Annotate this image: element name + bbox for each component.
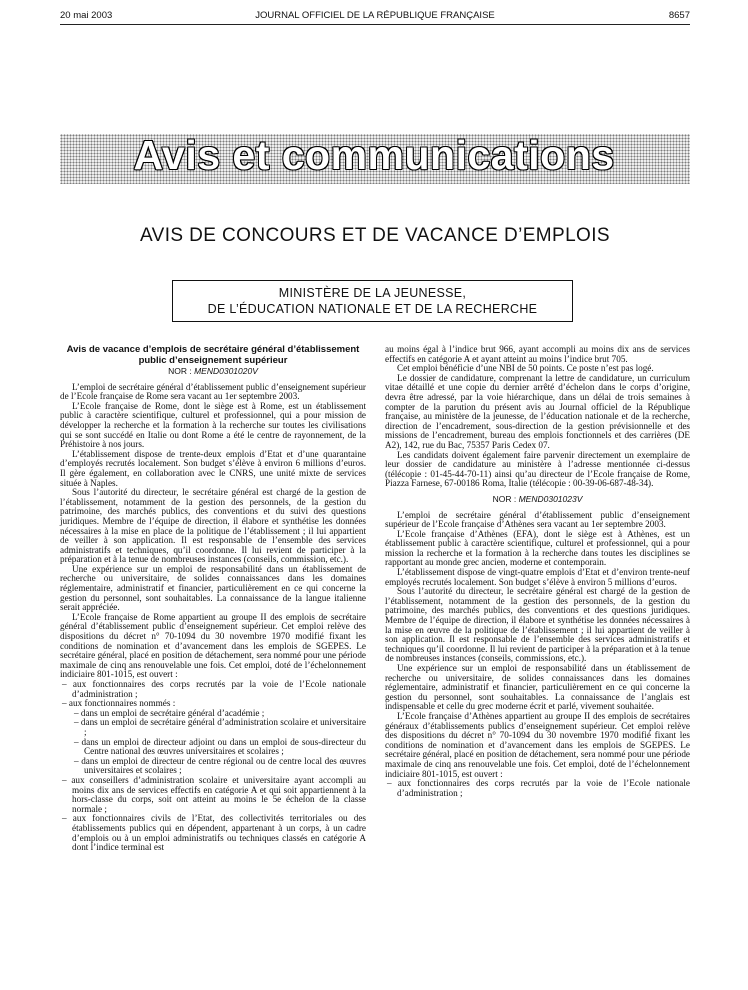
paragraph: L’Ecole française d’Athènes (EFA), dont le siège est à Athènes, est un établissement public à caractère scientifique, culturel et professionnel, qui a pour mission la recherche et la formation à la recherche dans toutes les disciplines se rapportant au monde grec ancien, moderne et contemporain.	[385, 528, 690, 568]
right-column	[385, 345, 690, 798]
list-item: – aux conseillers d’administration scolaire et universitaire ayant accompli au moins dix ans de services effectifs en catégorie A et qui soit appartiennent à la hors-classe du corps, soit ont atteint au moins le 5e échelon de la classe normale ;	[62, 774, 366, 814]
eligibility-list-2	[60, 776, 366, 853]
list-item: – aux fonctionnaires nommés :	[62, 698, 176, 709]
eligibility-sublist	[60, 709, 366, 776]
list-item: – dans un emploi de directeur adjoint ou dans un emploi de sous-directeur du Centre national des œuvres universitaires et scolaires ;	[74, 736, 366, 757]
paragraph-continued: au moins égal à l’indice brut 966, ayant accompli au moins dix ans de services effectifs en catégorie A et ayant atteint au moins l’indice brut 705.	[385, 344, 690, 364]
article-title: Avis de vacance d’emplois de secrétaire général d’établissement public d’enseignement supérieur	[66, 344, 360, 366]
nor-reference: NOR : MEND0301020V	[168, 366, 258, 376]
paragraph: L’Ecole française de Rome, dont le siège est à Rome, est un établissement public à caractère scientifique, culturel et professionnel, qui a pour mission de développer la recherche et la formation à la recherche sur toutes les civilisations qui se sont succédé en Italie ou dont Rome a été le centre de rayonnement, de la Préhistoire à nos jours.	[60, 400, 366, 450]
paragraph: Cet emploi bénéficie d’une NBI de 50 points. Ce poste n’est pas logé.	[397, 363, 654, 374]
paragraph: L’établissement dispose de trente-deux emplois d’Etat et d’une quarantaine d’employés recrutés localement. Son budget s’élève à environ 6 millions d’euros. Il gère également, en collaboration avec le CNRS, une unité mixte de services située à Naples.	[60, 448, 366, 488]
nor-value: MEND0301020V	[194, 366, 258, 376]
paragraph: Une expérience sur un emploi de responsabilité dans un établissement de recherche ou universitaire, de solides connaissances dans les domaines réglementaire, administratif et financier, particulièrement en ce qui concerne la gestion du personnel, sont souhaitables. La connaissance de la langue italienne serait appréciée.	[60, 563, 366, 613]
paragraph: L’Ecole française d’Athènes appartient au groupe II des emplois de secrétaires généraux d’établissements publics d’enseignement supérieur. Cet emploi relève des dispositions du décret n° 70-1094 du 30 novembre 1970 modifié fixant les conditions de nomination et d’avancement dans les emplois de SGEPES. Le secrétaire général, placé en position de détachement, sera nommé pour une période maximale de cinq ans renouvelable une fois. Cet emploi, doté de l’échelonnement indiciaire 801-1015, est ouvert :	[385, 710, 690, 779]
nor-reference: NOR : MEND0301023V	[492, 493, 583, 504]
ministry-line-1: MINISTÈRE DE LA JEUNESSE,	[278, 286, 467, 300]
list-item: – aux fonctionnaires civils de l’Etat, des collectivités territoriales ou des établissements publics qui en dépendent, appartenant à un corps, à un cadre d’emplois ou à un emploi administratifs ou techniques classés en catégorie A dont l’indice terminal est	[62, 813, 366, 853]
paragraph: L’emploi de secrétaire général d’établissement public d’enseignement supérieur de l’Ecole française d’Athènes sera vacant au 1er septembre 2003.	[385, 509, 690, 530]
list-item: – aux fonctionnaires des corps recrutés par la voie de l’Ecole nationale d’administration ;	[62, 679, 366, 699]
list-item: – dans un emploi de secrétaire général d’académie ;	[74, 707, 265, 718]
paragraph: L’Ecole française de Rome appartient au groupe II des emplois de secrétaire général d’établissement public d’enseignement supérieur. Cet emploi relève des dispositions du décret n° 70-1094 du 30 novembre 1970 modifié fixant les conditions de nomination et d’avancement dans les emplois de SGEPES. Le secrétaire général, placé en position de détachement, sera nommé pour une période maximale de cinq ans renouvelable une fois. Cet emploi, doté de l’échelonnement indiciaire 801-1015, est ouvert :	[60, 611, 366, 680]
paragraph: L’établissement dispose de vingt-quatre emplois d’Etat et d’environ trente-neuf employés recrutés localement. Son budget s’élève à environ 5 millions d’euros.	[385, 567, 690, 587]
issue-date: 20 mai 2003	[60, 10, 113, 21]
eligibility-list	[385, 779, 690, 798]
paragraph: Sous l’autorité du directeur, le secrétaire général est chargé de la gestion de l’établissement, notamment de la gestion des personnels, de la gestion du patrimoine, des marchés publics, des conventions et du suivi des questions juridiques. Membre de l’équipe de direction, il élabore et synthétise les données nécessaires à la mise en place de la politique de l’établissement ; il lui appartient de veiller à son application. Il est responsable de l’ensemble des services administratifs et techniques, qu’il coordonne. Il lui revient de participer à la préparation et à la tenue de nombreuses instances (conseils, commission, etc.).	[60, 487, 366, 565]
ministry-box	[172, 280, 573, 322]
section-title: AVIS DE CONCOURS ET DE VACANCE D’EMPLOIS	[140, 225, 610, 246]
journal-title: JOURNAL OFFICIEL DE LA RÉPUBLIQUE FRANÇAISE	[255, 10, 495, 21]
list-item: – dans un emploi de secrétaire général d’administration scolaire et universitaire ;	[74, 717, 366, 737]
paragraph: Une expérience sur un emploi de responsabilité dans un établissement de recherche ou universitaire, de solides connaissances dans les domaines réglementaire, administratif et financier, particulièrement en ce qui concerne la gestion du personnel, sont souhaitables. La connaissance de l’anglais est indispensable et celle du grec moderne écrit et parlé, vivement souhaitée.	[385, 663, 690, 712]
banner-title: Avis et communications	[133, 132, 615, 178]
paragraph: Les candidats doivent également faire parvenir directement un exemplaire de leur dossier de candidature au ministère à l’adresse mentionnée ci-dessus (télécopie : 01-45-44-70-11) ainsi qu’au directeur de l’Ecole française de Rome, Piazza Farnese, 67-00186 Roma, Italie (télécopie : 00-39-06-687-48-34).	[385, 449, 690, 489]
eligibility-list	[60, 680, 366, 709]
paragraph: Sous l’autorité du directeur, le secrétaire général est chargé de la gestion de l’établissement, notamment de la gestion des personnels, de la gestion du patrimoine, des marchés publics, des conventions et des questions juridiques. Membre de l’équipe de direction, il élabore et synthétise les données nécessaires à la mise en œuvre de la politique de l’établissement ; il lui appartient de veiller à son application. Il est responsable de l’ensemble des services administratifs et techniques qu’il coordonne. Il lui revient de participer à la préparation et à la tenue de nombreuses instances (conseils, commissions, etc.).	[385, 586, 690, 664]
list-item: – aux fonctionnaires des corps recrutés par la voie de l’Ecole nationale d’administration ;	[387, 778, 690, 798]
list-item: – dans un emploi de directeur de centre régional ou de centre local des œuvres universitaires et scolaires ;	[74, 755, 366, 776]
page-header	[60, 10, 690, 25]
nor-value: MEND0301023V	[518, 493, 583, 504]
paragraph: Le dossier de candidature, comprenant la lettre de candidature, un curriculum vitae détaillé et une copie du dernier arrêté d’échelon dans le corps d’origine, devra être adressé, par la voie hiérarchique, dans un délai de trois semaines à compter de la parution du présent avis au Journal officiel de la République française, au ministère de la jeunesse, de l’éducation nationale et de la recherche, direction de l’encadrement, sous-direction de la gestion prévisionnelle et des missions de l’encadrement, bureau des emplois fonctionnels et des carrières (DE A2), 142, rue du Bac, 75357 Paris Cedex 07.	[385, 372, 690, 450]
ministry-line-2: DE L’ÉDUCATION NATIONALE ET DE LA RECHERCHE	[207, 302, 538, 316]
left-column	[60, 345, 366, 853]
page-number: 8657	[668, 10, 690, 21]
paragraph: L’emploi de secrétaire général d’établissement public d’enseignement supérieur de l’Ecole française de Rome sera vacant au 1er septembre 2003.	[60, 381, 366, 402]
